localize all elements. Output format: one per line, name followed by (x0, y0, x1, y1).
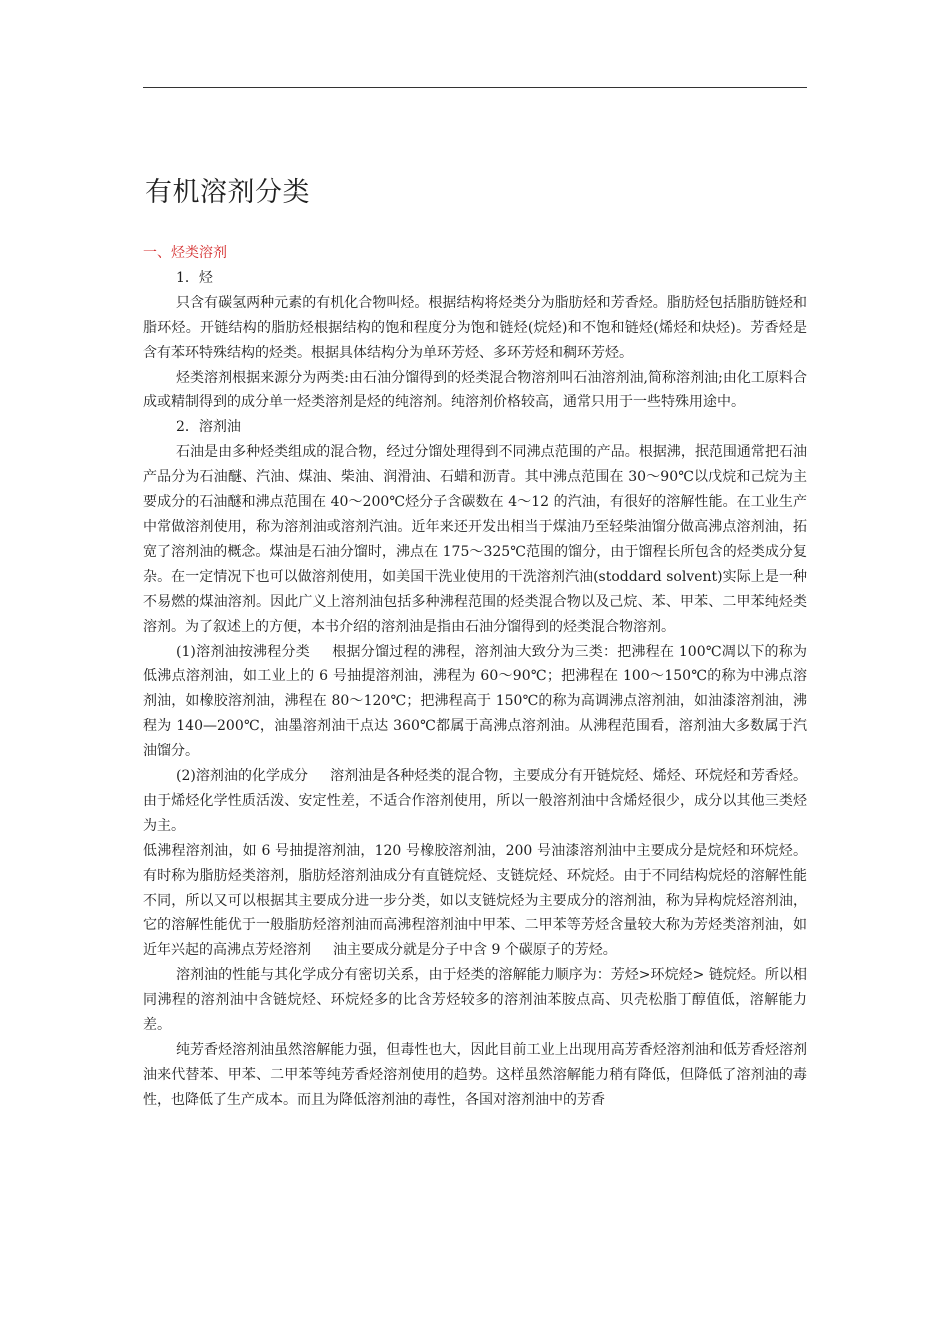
paragraph-chemical-composition (143, 764, 807, 839)
document-body (143, 241, 807, 1113)
page-title: 有机溶剂分类 (145, 177, 310, 208)
header-rule (143, 87, 807, 88)
paragraph-petroleum: 石油是由多种烃类组成的混合物，经过分馏处理得到不同沸点范围的产品。根据沸，抿范围通常把石油产品分为石油醚、汽油、煤油、柴油、润滑油、石蜡和沥青。其中沸点范围在 30～90℃以戊烷和己烷为主要成分的石油醚和沸点范围在 40～200℃烃分子含碳数在 4～12 的汽油，有很好的溶解性能。在工业生产中常做溶剂使用，称为溶剂油或溶剂汽油。近年来还开发出相当于煤油乃至轻柴油馏分做高沸点溶剂油，拓宽了溶剂油的概念。煤油是石油分馏时，沸点在 175～325℃范围的馏分，由于馏程长所包含的烃类成分复杂。在一定情况下也可以做溶剂使用，如美国干洗业使用的干洗溶剂汽油(stoddard solvent)实际上是一种不易燃的煤油溶剂。因此广义上溶剂油包括多种沸程范围的烃类混合物以及己烷、苯、甲苯、二甲苯纯烃类溶剂。为了叙述上的方便，本书介绍的溶剂油是指由石油分馏得到的烃类混合物溶剂。 (143, 444, 807, 635)
paragraph-hydrocarbon-solvent-source: 烃类溶剂根据来源分为两类:由石油分馏得到的烃类混合物溶剂叫石油溶剂油,简称溶剂油;由化工原料合成或精制得到的成分单一烃类溶剂是烃的纯溶剂。纯溶剂价格较高，通常只用于一些特殊用途中。 (143, 369, 807, 411)
paragraph-text: 根据分馏过程的沸程，溶剂油大致分为三类：把沸程在 100℃凋以下的称为低沸点溶剂油，如工业上的 6 号抽提溶剂油，沸程为 60～90℃；把沸程在 100～150℃的称为中沸点溶剂油，如橡胶溶剂油，沸程在 80～120℃；把沸程高于 150℃的称为高调沸点溶剂油，如油漆溶剂油，沸程为 140—200℃，油墨溶剂油干点达 360℃都属于高沸点溶剂油。从沸程范围看，溶剂油大多数属于汽油馏分。 (143, 643, 807, 760)
subsection-heading-solvent-oil: 2．溶剂油 (176, 419, 241, 436)
paragraph-text-continued: 油主要成分就是分子中含 9 个碳原子的芳烃。 (333, 942, 617, 959)
paragraph-low-boiling-solvents (143, 839, 807, 964)
section-heading: 一、烃类溶剂 (143, 245, 227, 261)
subsection-heading-hydrocarbon: 1．烃 (176, 269, 213, 286)
paragraph-boiling-range-classification (143, 640, 807, 765)
paragraph-hydrocarbon-definition: 只含有碳氢两种元素的有机化合物叫烃。根据结构将烃类分为脂肪烃和芳香烃。脂肪烃包括脂肪链烃和脂环烃。开链结构的脂肪烃根据结构的饱和程度分为饱和链烃(烷烃)和不饱和链烃(烯烃和炔烃)。芳香烃是含有苯环特殊结构的烃类。根据具体结构分为单环芳烃、多环芳烃和稠环芳烃。 (143, 294, 807, 361)
paragraph-label: (2)溶剂油的化学成分 (176, 768, 309, 785)
paragraph-text: 溶剂油是各种烃类的混合物，主要成分有开链烷烃、烯烃、环烷烃和芳香烃。由于烯烃化学性质活泼、安定性差，不适合作溶剂使用，所以一般溶剂油中含烯烃很少，成分以其他三类烃为主。 (143, 768, 807, 834)
paragraph-label: (1)溶剂油按沸程分类 (176, 643, 311, 660)
paragraph-aromatic-solvents: 纯芳香烃溶剂油虽然溶解能力强，但毒性也大，因此目前工业上出现用高芳香烃溶剂油和低芳香烃溶剂油来代替苯、甲苯、二甲苯等纯芳香烃溶剂使用的趋势。这样虽然溶解能力稍有降低，但降低了溶剂油的毒性，也降低了生产成本。而且为降低溶剂油的毒性，各国对溶剂油中的芳香 (143, 1042, 807, 1108)
paragraph-text: 低沸程溶剂油，如 6 号抽提溶剂油，120 号橡胶溶剂油，200 号油漆溶剂油中主要成分是烷烃和环烷烃。有时称为脂肪烃类溶剂，脂肪烃溶剂油成分有直链烷烃、支链烷烃、环烷烃。由于不同结构烷烃的溶解性能不同，所以又可以根据其主要成分进一步分类，如以支链烷烃为主要成分的溶剂油，称为异构烷烃溶剂油，它的溶解性能优于一般脂肪烃溶剂油而高沸程溶剂油中甲苯、二甲苯等芳烃含量较大称为芳烃类溶剂油，如近年兴起的高沸点芳烃溶剂 (143, 842, 807, 959)
paragraph-solvency-order: 溶剂油的性能与其化学成分有密切关系，由于烃类的溶解能力顺序为：芳烃>环烷烃> 链烷烃。所以相同沸程的溶剂油中含链烷烃、环烷烃多的比含芳烃较多的溶剂油苯胺点高、贝壳松脂丁醇值低，溶解能力差。 (143, 967, 807, 1034)
